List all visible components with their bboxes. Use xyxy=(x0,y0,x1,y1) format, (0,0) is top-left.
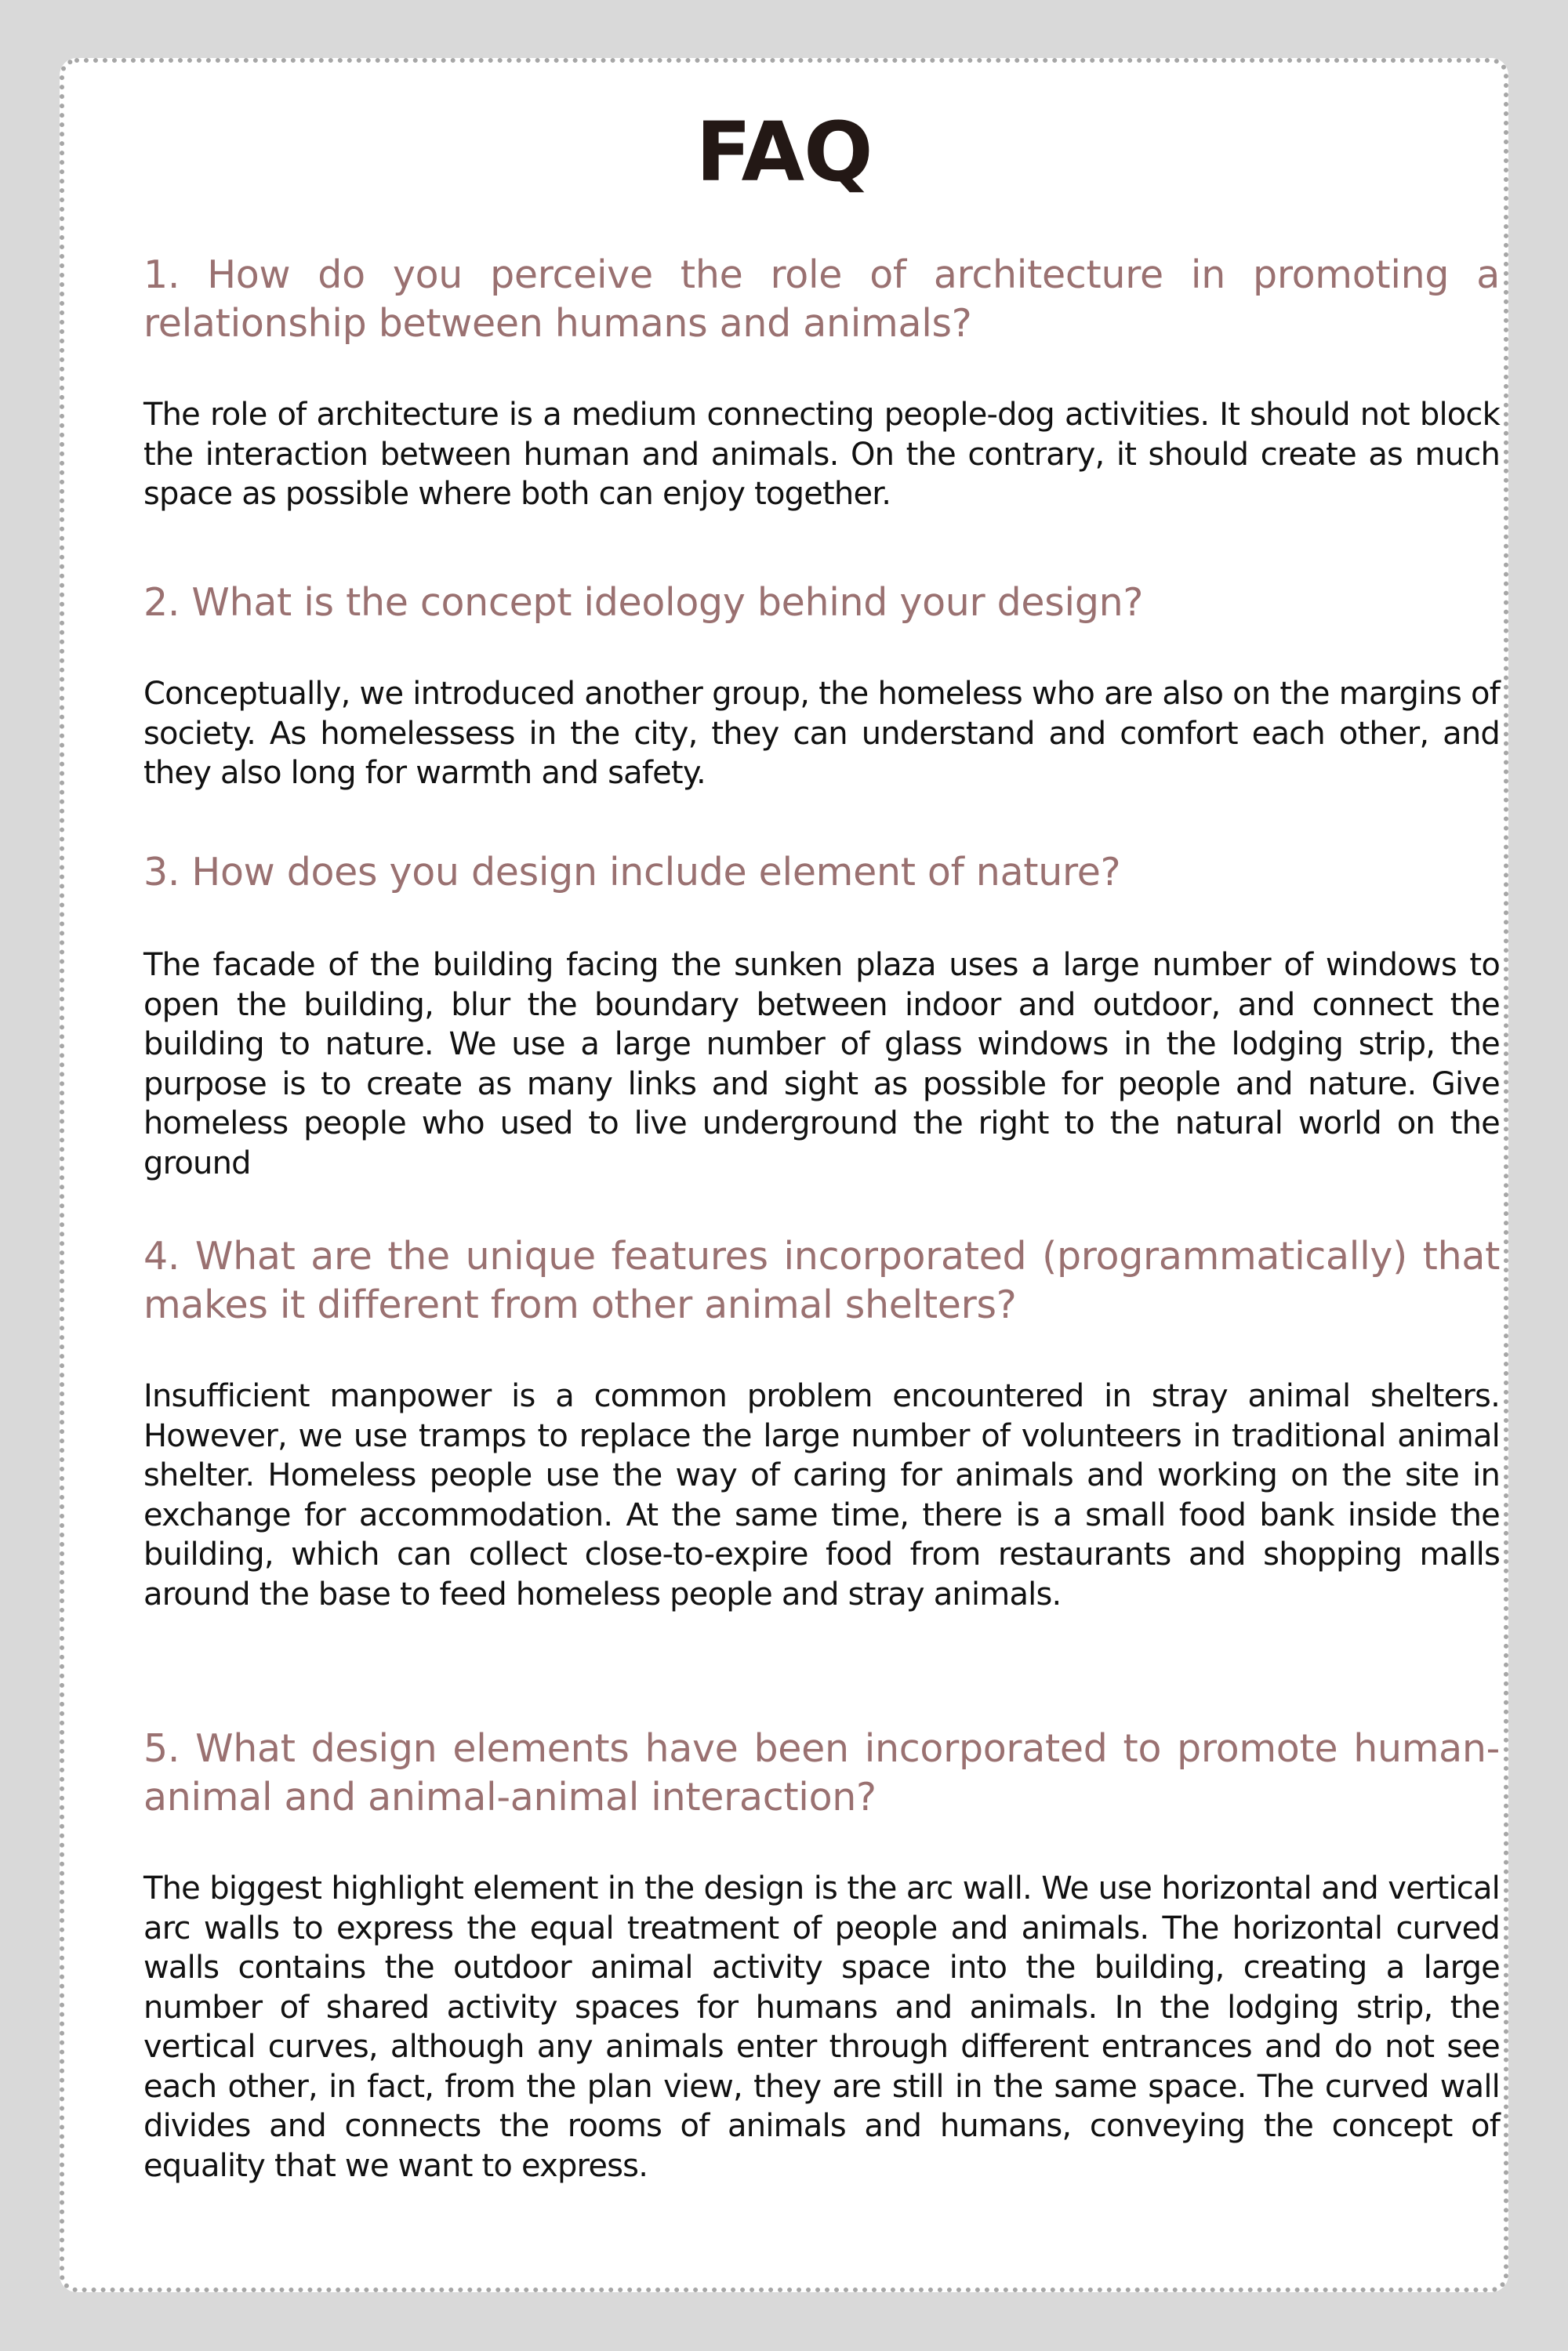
faq-answer-4: Insufficient manpower is a common problem encountered in stray animal shelters. However, we use tramps to replace the large number of volunteers in traditional animal shelter. Homeless people use the way of caring for animals and working on the site in exchange for accommodation. At the same time, there is a small food bank inside the building, which can collect close-to-expire food from restaurants and shopping malls around the base to feed homeless people and stray animals. xyxy=(143,1378,1500,1613)
faq-answer-2: Conceptually, we introduced another group, the homeless who are also on the margins of society. As homelessess in the city, they can understand and comfort each other, and they also long for warmth and safety. xyxy=(143,676,1500,791)
faq-answer-3: The facade of the building facing the sunken plaza uses a large number of windows to open the building, blur the boundary between indoor and outdoor, and connect the building to nature. We use a large number of glass windows in the lodging strip, the purpose is to create as many links and sight as possible for people and nature. Give homeless people who used to live underground the right to the natural world on the ground xyxy=(143,947,1500,1181)
faq-question-2: 2. What is the concept ideology behind your design? xyxy=(143,580,1144,625)
faq-answer-1: The role of architecture is a medium connecting people-dog activities. It should not block the interaction between human and animals. On the contrary, it should create as much space as possible where both can enjoy together. xyxy=(143,397,1500,512)
faq-question-4: 4. What are the unique features incorporated (programmatically) that makes it different from other animal shelters? xyxy=(143,1234,1500,1327)
faq-question-5: 5. What design elements have been incorporated to promote human-animal and animal-animal interaction? xyxy=(143,1726,1500,1819)
faq-card xyxy=(60,58,1508,2292)
page-title: FAQ xyxy=(695,104,873,200)
faq-question-3: 3. How does you design include element of nature? xyxy=(143,850,1121,894)
faq-answer-5: The biggest highlight element in the design is the arc wall. We use horizontal and vertical arc walls to express the equal treatment of people and animals. The horizontal curved walls contains the outdoor animal activity space into the building, creating a large number of shared activity spaces for humans and animals. In the lodging strip, the vertical curves, although any animals enter through different entrances and do not see each other, in fact, from the plan view, they are still in the same space. The curved wall divides and connects the rooms of animals and humans, conveying the concept of equality that we want to express. xyxy=(143,1870,1500,2184)
faq-question-1: 1. How do you perceive the role of architecture in promoting a relationship between humans and animals? xyxy=(143,252,1500,346)
